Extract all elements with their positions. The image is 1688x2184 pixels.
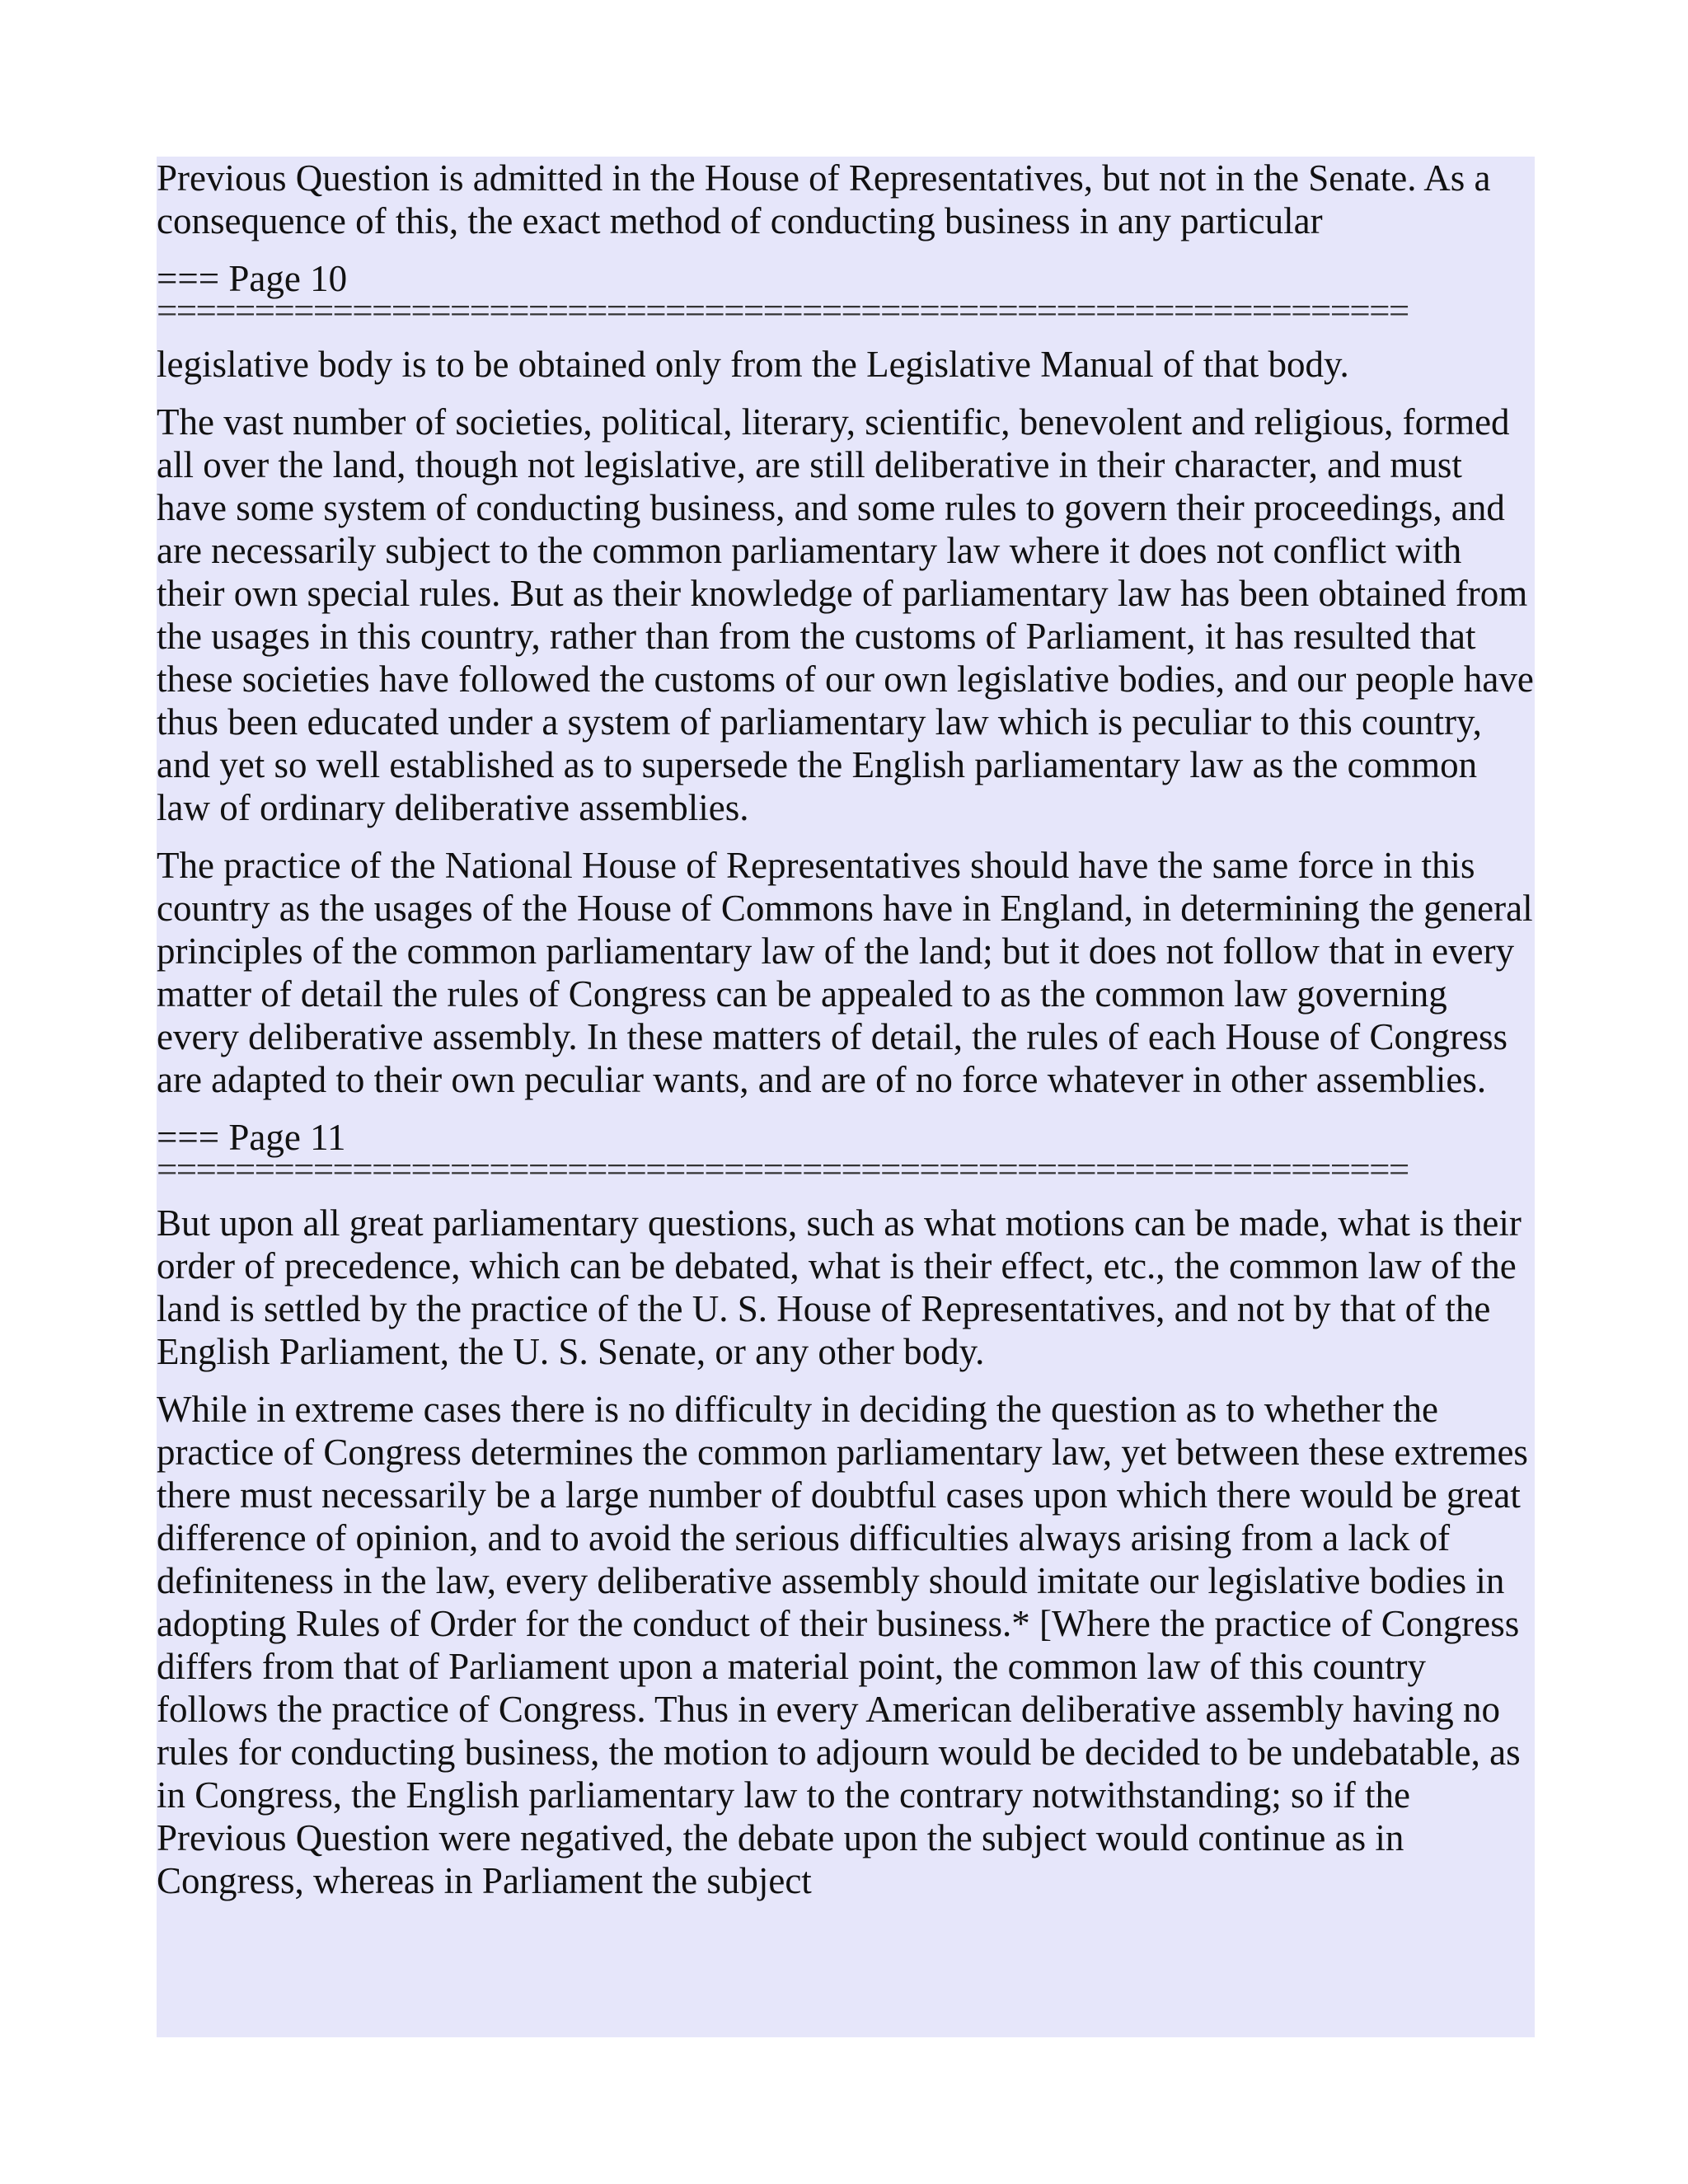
document-text-block <box>157 157 1535 2037</box>
paragraph: Previous Question is admitted in the House of Representatives, but not in the Senate. As a consequence of this, the exact method of conducting business in any particular <box>157 157 1491 241</box>
separator-rule: ================================================================ <box>157 1164 1409 1187</box>
paragraph: The practice of the National House of Representatives should have the same force in this country as the usages of the House of Commons have in England, in determining the general principles of the common parliamentary law of the land; but it does not follow that in every matter of detail the rules of Congress can be appealed to as the common law governing every deliberative assembly. In these matters of detail, the rules of each House of Congress are adapted to their own peculiar wants, and are of no force whatever in other assemblies. <box>157 845 1533 1100</box>
paragraph: While in extreme cases there is no difficulty in deciding the question as to whether the practice of Congress determines the common parliamentary law, yet between these extremes there must necessarily be a large number of doubtful cases upon which there would be great difference of opinion, and to avoid the serious difficulties always arising from a lack of definiteness in the law, every deliberative assembly should imitate our legislative bodies in adopting Rules of Order for the conduct of their business.* [Where the practice of Congress differs from that of Parliament upon a material point, the common law of this country follows the practice of Congress. Thus in every American deliberative assembly having no rules for conducting business, the motion to adjourn would be decided to be undebatable, as in Congress, the English parliamentary law to the contrary notwithstanding; so if the Previous Question were negatived, the debate upon the subject would continue as in Congress, whereas in Parliament the subject <box>157 1389 1528 1901</box>
page-marker-title: === Page 11 <box>157 1117 346 1158</box>
paragraph: legislative body is to be obtained only from the Legislative Manual of that body. <box>157 344 1349 385</box>
page-marker <box>157 1116 1535 1187</box>
page-marker-title: === Page 10 <box>157 258 348 299</box>
separator-rule: ================================================================ <box>157 305 1409 328</box>
paragraph: But upon all great parliamentary questions, such as what motions can be made, what is their order of precedence, which can be debated, what is their effect, etc., the common law of the land is settled by the practice of the U. S. House of Representatives, and not by that of the English Parliament, the U. S. Senate, or any other body. <box>157 1202 1522 1372</box>
paragraph: The vast number of societies, political, literary, scientific, benevolent and religious, formed all over the land, though not legislative, are still deliberative in their character, and must have some system of conducting business, and some rules to govern their proceedings, and are necessarily subject to the common parliamentary law where it does not conflict with their own special rules. But as their knowledge of parliamentary law has been obtained from the usages in this country, rather than from the customs of Parliament, it has resulted that these societies have followed the customs of our own legislative bodies, and our people have thus been educated under a system of parliamentary law which is peculiar to this country, and yet so well established as to supersede the English parliamentary law as the common law of ordinary deliberative assemblies. <box>157 401 1534 828</box>
page-marker <box>157 257 1535 328</box>
